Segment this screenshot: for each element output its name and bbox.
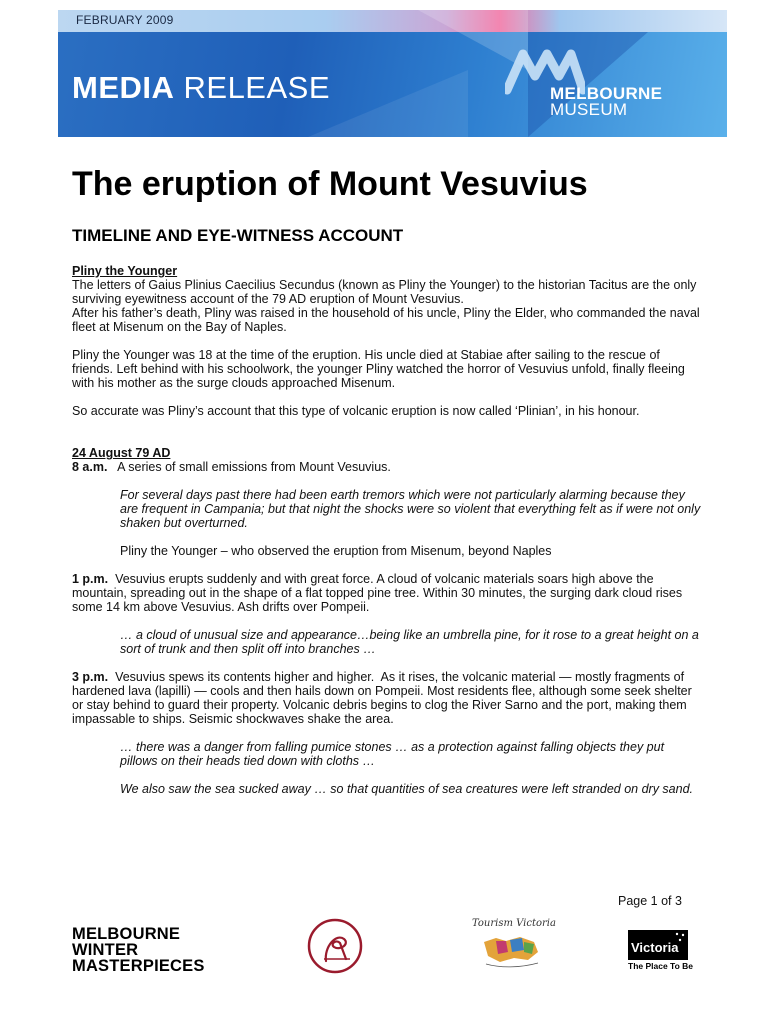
ap-logo-icon xyxy=(306,917,364,975)
mwm-line-1: MELBOURNE xyxy=(72,925,181,943)
timeline-text: Vesuvius spews its contents higher and higher. As it rises, the volcanic material — mostly fragments of hardened lava (lapilli) — cools and then hails down on Pompeii. Most residents flee, although some seek shelter or stay behind to guard their property. Volcanic debris begins to clog the River Sarno and the port, making them impassable to ships. Seismic shockwaves shake the area. xyxy=(72,670,696,726)
release-date: FEBRUARY 2009 xyxy=(76,13,174,27)
paragraph: So accurate was Pliny’s account that this type of volcanic eruption is now called ‘Plinian’, in his honour. xyxy=(72,404,640,418)
victoria-logo xyxy=(628,930,694,972)
melbourne-winter-masterpieces-logo xyxy=(72,926,205,974)
eyewitness-quote: … there was a danger from falling pumice stones … as a protection against falling objects they put pillows on their heads tied down with cloths … xyxy=(120,740,665,768)
timeline-entry xyxy=(72,670,702,726)
victoria-tagline: The Place To Be xyxy=(628,961,694,971)
section-heading-date: 24 August 79 AD xyxy=(72,446,171,460)
tourism-victoria-logo xyxy=(466,918,556,972)
timeline-time: 1 p.m. xyxy=(72,572,109,586)
timeline-time: 8 a.m. xyxy=(72,460,108,474)
media-rest: RELEASE xyxy=(174,70,331,105)
timeline-time: 3 p.m. xyxy=(72,670,109,684)
timeline-entry xyxy=(72,572,702,614)
victoria-logo-text: Victoria xyxy=(631,940,679,955)
timeline-text: A series of small emissions from Mount Vesuvius. xyxy=(107,460,391,474)
paragraph: Pliny the Younger was 18 at the time of the eruption. His uncle died at Stabiae after sailing to the rescue of friends. Left behind with his schoolwork, the younger Pliny watched the horror of Vesuvius unfold, finally fleeing with his mother as the surge clouds approached Misenum. xyxy=(72,348,685,390)
mwm-line-3: MASTERPIECES xyxy=(72,957,205,975)
paragraph: After his father’s death, Pliny was raised in the household of his uncle, Pliny the Elder, who commanded the naval fleet at Misenum on the Bay of Naples. xyxy=(72,306,700,334)
eyewitness-quote: For several days past there had been earth tremors which were not particularly alarming because they are frequent in Campania; but that night the shocks were so violent that everything felt as if were not only shaken but overturned. xyxy=(120,488,701,530)
section-heading-pliny: Pliny the Younger xyxy=(72,264,178,278)
page-number: Page 1 of 3 xyxy=(618,894,682,908)
tourism-victoria-text: Tourism Victoria xyxy=(472,918,556,929)
victoria-map-icon xyxy=(476,932,546,970)
brand-line-1: MELBOURNE xyxy=(550,84,663,103)
mwm-line-2: WINTER xyxy=(72,941,139,959)
quote-attribution: Pliny the Younger – who observed the eruption from Misenum, beyond Naples xyxy=(120,544,552,558)
southern-cross-icon xyxy=(674,932,686,942)
media-bold: MEDIA xyxy=(72,70,175,105)
document-title: The eruption of Mount Vesuvius xyxy=(72,165,588,203)
timeline-entry xyxy=(72,460,702,474)
eyewitness-quote: … a cloud of unusual size and appearance…being like an umbrella pine, for it rose to a great height on a sort of trunk and then split off into branches … xyxy=(120,628,699,656)
document-body xyxy=(72,264,702,796)
paragraph: The letters of Gaius Plinius Caecilius Secundus (known as Pliny the Younger) to the historian Tacitus are the only surviving eyewitness account of the 79 AD eruption of Mount Vesuvius. xyxy=(72,278,697,306)
banner-shard xyxy=(308,70,468,137)
timeline-text: Vesuvius erupts suddenly and with great force. A cloud of volcanic materials soars high above the mountain, spreading out in the shape of a flat topped pine tree. Within 30 minutes, the surging dark cloud rises some 14 km above Vesuvius. Ash drifts over Pompeii. xyxy=(72,572,686,614)
eyewitness-quote: We also saw the sea sucked away … so that quantities of sea creatures were left stranded on dry sand. xyxy=(120,782,693,796)
media-release-heading xyxy=(72,70,330,106)
melbourne-museum-wordmark xyxy=(550,86,662,118)
document-subtitle: TIMELINE AND EYE-WITNESS ACCOUNT xyxy=(72,226,404,245)
brand-line-2: MUSEUM xyxy=(550,100,628,119)
header-banner xyxy=(58,10,727,137)
